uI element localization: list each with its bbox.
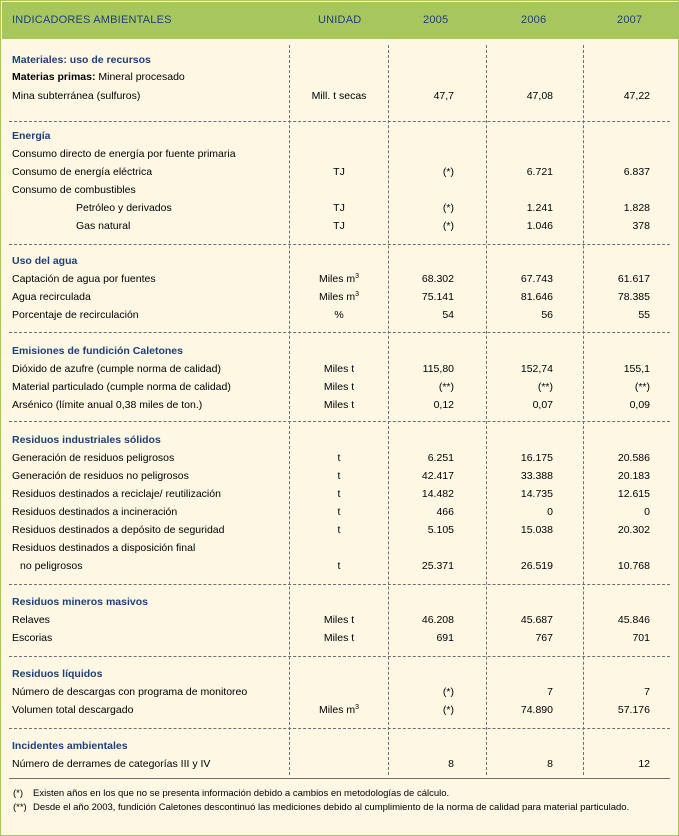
row-unit: Miles t <box>323 614 355 626</box>
cell-2005: (**) <box>438 381 454 393</box>
section-title-row <box>1 52 679 68</box>
row-label: Agua recirculada <box>12 291 91 303</box>
section-title-row <box>1 128 679 144</box>
row-unit: Miles t <box>323 363 355 375</box>
section-divider <box>9 728 670 729</box>
cell-2005: 54 <box>442 309 454 321</box>
cell-2005: 47,7 <box>433 90 454 102</box>
cell-2007: 0 <box>644 506 650 518</box>
table-row <box>1 397 679 413</box>
footnote-text: Existen años en los que no se presenta información debido a cambios en metodologías de cálculo. <box>33 788 450 799</box>
table-row <box>1 289 679 305</box>
cell-2006: 767 <box>535 632 553 644</box>
cell-2007: 47,22 <box>623 90 650 102</box>
cell-2005: 0,12 <box>433 399 454 411</box>
cell-2006: 67.743 <box>520 273 553 285</box>
cell-2007: 55 <box>638 309 650 321</box>
row-label: Escorias <box>12 632 53 644</box>
cell-2005: (*) <box>442 704 454 716</box>
row-label: Captación de agua por fuentes <box>12 273 156 285</box>
section-title: Residuos industriales sólidos <box>12 434 161 446</box>
row-label: Volumen total descargado <box>12 704 134 716</box>
row-label: Relaves <box>12 614 50 626</box>
header-unidad: UNIDAD <box>318 14 362 26</box>
cell-2007: 7 <box>644 686 650 698</box>
cell-2007: 20.302 <box>617 524 650 536</box>
section-title-row <box>1 343 679 359</box>
section-title: Energía <box>12 130 51 142</box>
unit-text: Miles m <box>318 291 356 303</box>
cell-2005: (*) <box>442 220 454 232</box>
table-row <box>1 684 679 700</box>
row-label: no peligrosos <box>20 560 83 572</box>
cell-2006: 7 <box>547 686 553 698</box>
table-bottom-rule <box>9 778 670 779</box>
section-title: Materiales: uso de recursos <box>12 54 151 66</box>
cell-2007: 12 <box>638 758 650 770</box>
row-label: Consumo de energía eléctrica <box>12 166 153 178</box>
row-label: Generación de residuos no peligrosos <box>12 470 189 482</box>
section-title: Emisiones de fundición Caletones <box>12 345 183 357</box>
row-unit: TJ <box>333 202 345 214</box>
unit-text: Miles m <box>318 273 356 285</box>
row-label: Dióxido de azufre (cumple norma de calidad) <box>12 363 221 375</box>
table-row <box>1 504 679 520</box>
table-row <box>1 200 679 216</box>
cell-2005: 68.302 <box>421 273 454 285</box>
row-label: Residuos destinados a incineración <box>12 506 178 518</box>
footnote-marker: (*) <box>13 788 24 799</box>
cell-2007: 20.586 <box>617 452 650 464</box>
row-label: Arsénico (límite anual 0,38 miles de ton.) <box>12 399 203 411</box>
cell-2007: 378 <box>632 220 650 232</box>
section-title-row <box>1 432 679 448</box>
table-row <box>1 450 679 466</box>
table-row <box>1 558 679 574</box>
cell-2005: 8 <box>448 758 454 770</box>
cell-2006: 16.175 <box>520 452 553 464</box>
cell-2006: 47,08 <box>526 90 553 102</box>
cell-2006: 14.735 <box>520 488 553 500</box>
cell-2006: 45.687 <box>520 614 553 626</box>
footnote-1 <box>13 788 653 802</box>
cell-2007: 155,1 <box>623 363 650 375</box>
cell-2006: 15.038 <box>520 524 553 536</box>
section-title: Incidentes ambientales <box>12 740 128 752</box>
table-row <box>1 522 679 538</box>
row-label: Generación de residuos peligrosos <box>12 452 175 464</box>
row-unit: Miles t <box>323 381 355 393</box>
row-unit <box>291 289 387 305</box>
cell-2005: 14.482 <box>421 488 454 500</box>
row-unit: t <box>337 560 341 572</box>
cell-2005: 115,80 <box>422 363 454 375</box>
row-label: Número de derrames de categorías III y IV <box>12 758 211 770</box>
row-unit: t <box>337 470 341 482</box>
cell-2007: 701 <box>632 632 650 644</box>
table-row <box>1 307 679 323</box>
cell-2005: 42.417 <box>421 470 454 482</box>
cell-2006: 56 <box>541 309 553 321</box>
row-unit: Miles t <box>323 632 355 644</box>
section-divider <box>9 244 670 245</box>
row-label: Material particulado (cumple norma de calidad) <box>12 381 231 393</box>
table-row <box>1 361 679 377</box>
cell-2006: 0 <box>547 506 553 518</box>
section-divider <box>9 332 670 333</box>
section-divider <box>9 656 670 657</box>
table-row <box>1 486 679 502</box>
table-row <box>1 756 679 772</box>
cell-2007: 61.617 <box>617 273 650 285</box>
row-unit: Miles t <box>323 399 355 411</box>
cell-2007: 0,09 <box>629 399 650 411</box>
section-title-row <box>1 666 679 682</box>
row-label <box>12 69 185 85</box>
section-title: Residuos líquidos <box>12 668 103 680</box>
cell-2006: 152,74 <box>520 363 553 375</box>
row-unit: TJ <box>333 220 345 232</box>
row-unit: TJ <box>333 166 345 178</box>
cell-2007: 12.615 <box>617 488 650 500</box>
cell-2005: (*) <box>442 202 454 214</box>
row-label: Mina subterránea (sulfuros) <box>12 90 141 102</box>
cell-2006: 33.388 <box>520 470 553 482</box>
section-divider <box>9 121 670 122</box>
cell-2006: 6.721 <box>526 166 553 178</box>
table-row <box>1 702 679 718</box>
row-unit: t <box>337 506 341 518</box>
cell-2005: 46.208 <box>421 614 454 626</box>
row-unit: t <box>337 524 341 536</box>
cell-2006: 8 <box>547 758 553 770</box>
section-title-row <box>1 738 679 754</box>
table-row <box>1 468 679 484</box>
table-row <box>1 164 679 180</box>
row-label: Consumo de combustibles <box>12 184 136 196</box>
row-label: Porcentaje de recirculación <box>12 309 139 321</box>
row-unit <box>291 702 387 718</box>
header-2007: 2007 <box>617 14 643 26</box>
row-label: Gas natural <box>76 220 131 232</box>
cell-2005: 5.105 <box>427 524 454 536</box>
section-divider <box>9 584 670 585</box>
row-label: Residuos destinados a depósito de seguridad <box>12 524 225 536</box>
cell-2006: 26.519 <box>520 560 553 572</box>
cell-2005: 466 <box>436 506 454 518</box>
row-unit: t <box>337 488 341 500</box>
cell-2005: 6.251 <box>427 452 454 464</box>
cell-2006: 1.046 <box>526 220 553 232</box>
cell-2005: (*) <box>442 686 454 698</box>
cell-2005: 25.371 <box>421 560 454 572</box>
cell-2007: (**) <box>634 381 650 393</box>
row-label: Residuos destinados a disposición final <box>12 542 196 554</box>
cell-2006: 1.241 <box>526 202 553 214</box>
row-label-bold: Materias primas: <box>12 71 96 83</box>
section-title: Residuos mineros masivos <box>12 596 148 608</box>
table-row <box>1 271 679 287</box>
unit-text: Miles m <box>318 704 356 716</box>
cell-2005: (*) <box>442 166 454 178</box>
cell-2005: 691 <box>436 632 454 644</box>
table-row <box>1 146 679 162</box>
table-row <box>1 182 679 198</box>
footnote-marker: (**) <box>13 802 27 813</box>
row-unit: Mill. t secas <box>311 90 367 102</box>
unit-superscript: 3 <box>355 273 360 280</box>
cell-2006: 0,07 <box>532 399 553 411</box>
cell-2007: 6.837 <box>623 166 650 178</box>
row-unit: t <box>337 452 341 464</box>
cell-2007: 1.828 <box>623 202 650 214</box>
section-title-row <box>1 253 679 269</box>
cell-2005: 75.141 <box>421 291 454 303</box>
row-unit <box>291 271 387 287</box>
cell-2007: 45.846 <box>617 614 650 626</box>
cell-2007: 10.768 <box>617 560 650 572</box>
cell-2007: 78.385 <box>617 291 650 303</box>
header-2005: 2005 <box>423 14 449 26</box>
footnote-text: Desde el año 2003, fundición Caletones descontinuó las mediciones debido al cumplimiento de la norma de calidad para material particulado. <box>33 802 630 813</box>
table-row <box>1 218 679 234</box>
unit-superscript: 3 <box>355 704 360 711</box>
row-label: Residuos destinados a reciclaje/ reutilización <box>12 488 221 500</box>
table-row <box>1 540 679 556</box>
header-2006: 2006 <box>521 14 547 26</box>
table-row <box>1 612 679 628</box>
header-indicadores: INDICADORES AMBIENTALES <box>12 14 172 26</box>
row-label: Consumo directo de energía por fuente primaria <box>12 148 236 160</box>
cell-2007: 20.183 <box>617 470 650 482</box>
cell-2006: 81.646 <box>520 291 553 303</box>
row-label: Petróleo y derivados <box>76 202 172 214</box>
cell-2007: 57.176 <box>617 704 650 716</box>
unit-superscript: 3 <box>355 291 360 298</box>
table-row <box>1 630 679 646</box>
table-row <box>1 88 679 104</box>
cell-2006: 74.890 <box>520 704 553 716</box>
section-title-row <box>1 594 679 610</box>
section-title: Uso del agua <box>12 255 78 267</box>
table-header <box>2 2 679 39</box>
cell-2006: (**) <box>537 381 553 393</box>
section-divider <box>9 421 670 422</box>
footnote-2 <box>13 802 653 830</box>
table-row <box>1 379 679 395</box>
row-unit: % <box>334 309 344 321</box>
row-label-rest: Mineral procesado <box>95 71 185 83</box>
row-label: Número de descargas con programa de monitoreo <box>12 686 248 698</box>
table-row <box>1 69 679 85</box>
